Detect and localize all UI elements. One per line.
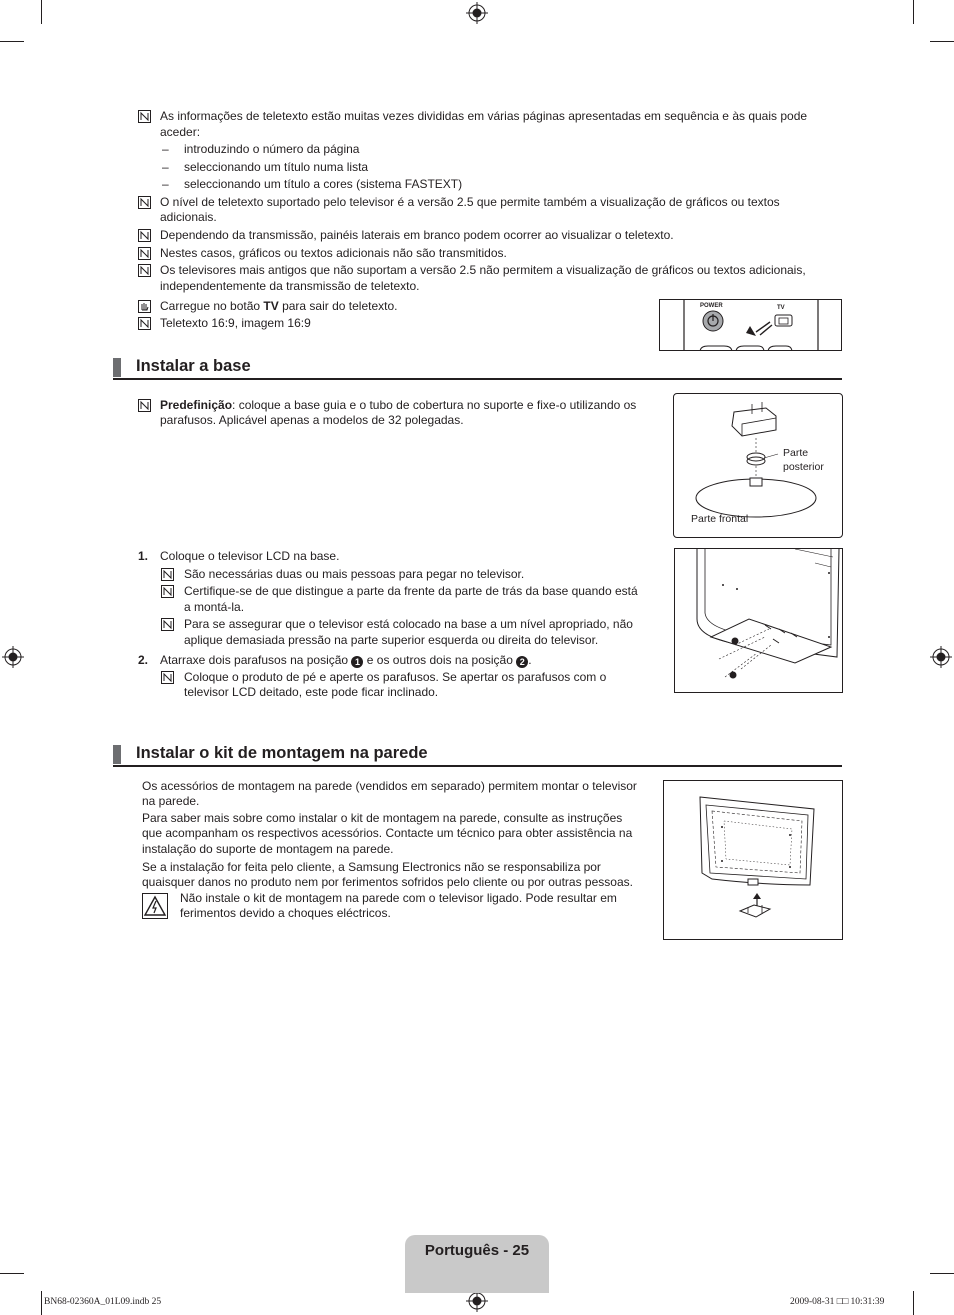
dash-item: seleccionando um título numa lista	[184, 160, 369, 174]
teletext-note-6: Carregue no botão TV para sair do teletexto.	[160, 299, 398, 313]
step-1-note-1: São necessárias duas ou mais pessoas para pegar no televisor.	[184, 567, 525, 581]
warning-icon	[142, 893, 168, 919]
position-1-badge: 1	[351, 656, 363, 668]
remote-control-figure	[659, 299, 842, 351]
section-title-wall: Instalar o kit de montagem na parede	[136, 744, 428, 762]
crop-mark	[0, 41, 24, 42]
section-divider	[113, 378, 842, 380]
registration-mark-icon	[466, 2, 488, 24]
wall-para-2-cont-2: instalação do suporte de montagem na parede.	[142, 842, 394, 856]
section-title-base: Instalar a base	[136, 357, 251, 375]
teletext-note-2-cont: adicionais.	[160, 210, 217, 224]
teletext-note-4: Nestes casos, gráficos ou textos adicionais não são transmitidos.	[160, 246, 507, 260]
wall-warning-cont: ferimentos devido a choques eléctricos.	[180, 906, 391, 920]
print-slug-right: 2009-08-31 □□ 10:31:39	[790, 1297, 885, 1307]
tv-stand-screws-figure	[674, 548, 843, 693]
step-number: 2.	[138, 653, 149, 667]
note-icon	[161, 618, 174, 631]
wall-para-3-cont: quaisquer danos no produto nem por ferimentos sofridos pelo cliente ou por outras pessoas.	[142, 875, 633, 889]
crop-mark	[913, 0, 914, 24]
step-1-note-2-cont: a montá-la.	[184, 600, 245, 614]
crop-mark	[913, 1291, 914, 1315]
step-2-text: Atarraxe dois parafusos na posição 1 e os outros dois na posição 2 .	[160, 653, 532, 667]
position-2-badge: 2	[516, 656, 528, 668]
tv-label: TV	[777, 305, 785, 311]
section-marker	[113, 358, 121, 377]
note-icon	[138, 110, 151, 123]
wall-para-2-cont-1: que acompanham os respectivos acessórios. Contacte um técnico para obter assistência na	[142, 826, 633, 840]
teletext-note-3: Dependendo da transmissão, painéis laterais em branco podem ocorrer ao visualizar o teletexto.	[160, 228, 674, 242]
note-icon	[161, 568, 174, 581]
note-icon	[161, 671, 174, 684]
preset-note-cont: parafusos. Aplicável apenas a modelos de 32 polegadas.	[160, 413, 464, 427]
wall-para-2: Para saber mais sobre como instalar o kit de montagem na parede, consulte as instruções	[142, 811, 623, 825]
step-2-note-1: Coloque o produto de pé e aperte os parafusos. Se apertar os parafusos com o	[184, 670, 607, 684]
registration-mark-icon	[930, 646, 952, 668]
section-divider	[113, 765, 842, 767]
teletext-note-5: Os televisores mais antigos que não suportam a versão 2.5 não permitem a visualização de gráficos ou textos adicionais,	[160, 263, 806, 277]
teletext-note-1: As informações de teletexto estão muitas vezes divididas em várias páginas apresentadas em sequência e às quais pode	[160, 109, 808, 123]
figure-label-back: Parte	[783, 447, 809, 459]
teletext-note-7: Teletexto 16:9, imagem 16:9	[160, 316, 311, 330]
step-number: 1.	[138, 549, 149, 563]
registration-mark-icon	[2, 646, 24, 668]
step-1-note-3: Para se assegurar que o televisor está colocado na base a um nível apropriado, não	[184, 617, 633, 631]
note-icon	[138, 229, 151, 242]
teletext-note-2: O nível de teletexto suportado pelo televisor é a versão 2.5 que permite também a visualização de gráficos ou textos	[160, 195, 780, 209]
wall-para-1-cont: na parede.	[142, 794, 200, 808]
dash-item: seleccionando um título a cores (sistema FASTEXT)	[184, 177, 463, 191]
step-1-text: Coloque o televisor LCD na base.	[160, 549, 340, 563]
print-slug-left: BN68-02360A_01L09.indb 25	[44, 1297, 162, 1307]
registration-mark-icon	[466, 1290, 488, 1312]
step-1-note-3-cont: aplique demasiada pressão na parte superior esquerda ou direita do televisor.	[184, 633, 599, 647]
teletext-note-5-cont: independentemente da transmissão de teletexto.	[160, 279, 420, 293]
teletext-note-1-cont: aceder:	[160, 125, 201, 139]
step-1-note-2: Certifique-se de que distingue a parte da frente da parte de trás da base quando está	[184, 584, 638, 598]
section-marker	[113, 745, 121, 764]
note-icon	[138, 399, 151, 412]
note-icon	[138, 196, 151, 209]
page-footer-label: Português - 25	[424, 1242, 530, 1259]
crop-mark	[930, 41, 954, 42]
crop-mark	[0, 1273, 24, 1274]
dash-item: introduzindo o número da página	[184, 142, 360, 156]
preset-note: Predefinição: coloque a base guia e o tubo de cobertura no suporte e fixe-o utilizando os	[160, 398, 637, 412]
hand-note-icon	[138, 300, 151, 313]
note-icon	[161, 585, 174, 598]
crop-mark	[930, 1273, 954, 1274]
wall-warning: Não instale o kit de montagem na parede com o televisor ligado. Pode resultar em	[180, 891, 617, 905]
wall-para-1: Os acessórios de montagem na parede (vendidos em separado) permitem montar o televisor	[142, 779, 637, 793]
wall-mount-figure	[663, 780, 843, 940]
figure-label-front: Parte frontal	[691, 513, 749, 525]
note-icon	[138, 317, 151, 330]
power-label: POWER	[700, 303, 723, 309]
note-icon	[138, 264, 151, 277]
crop-mark	[41, 1291, 42, 1315]
figure-label-back-2: posterior	[783, 461, 824, 473]
crop-mark	[41, 0, 42, 24]
wall-para-3: Se a instalação for feita pelo cliente, a Samsung Electronics não se responsabiliza por	[142, 860, 601, 874]
stand-assembly-figure	[673, 393, 843, 538]
note-icon	[138, 247, 151, 260]
step-2-note-1-cont: televisor LCD deitado, este pode ficar inclinado.	[184, 685, 439, 699]
